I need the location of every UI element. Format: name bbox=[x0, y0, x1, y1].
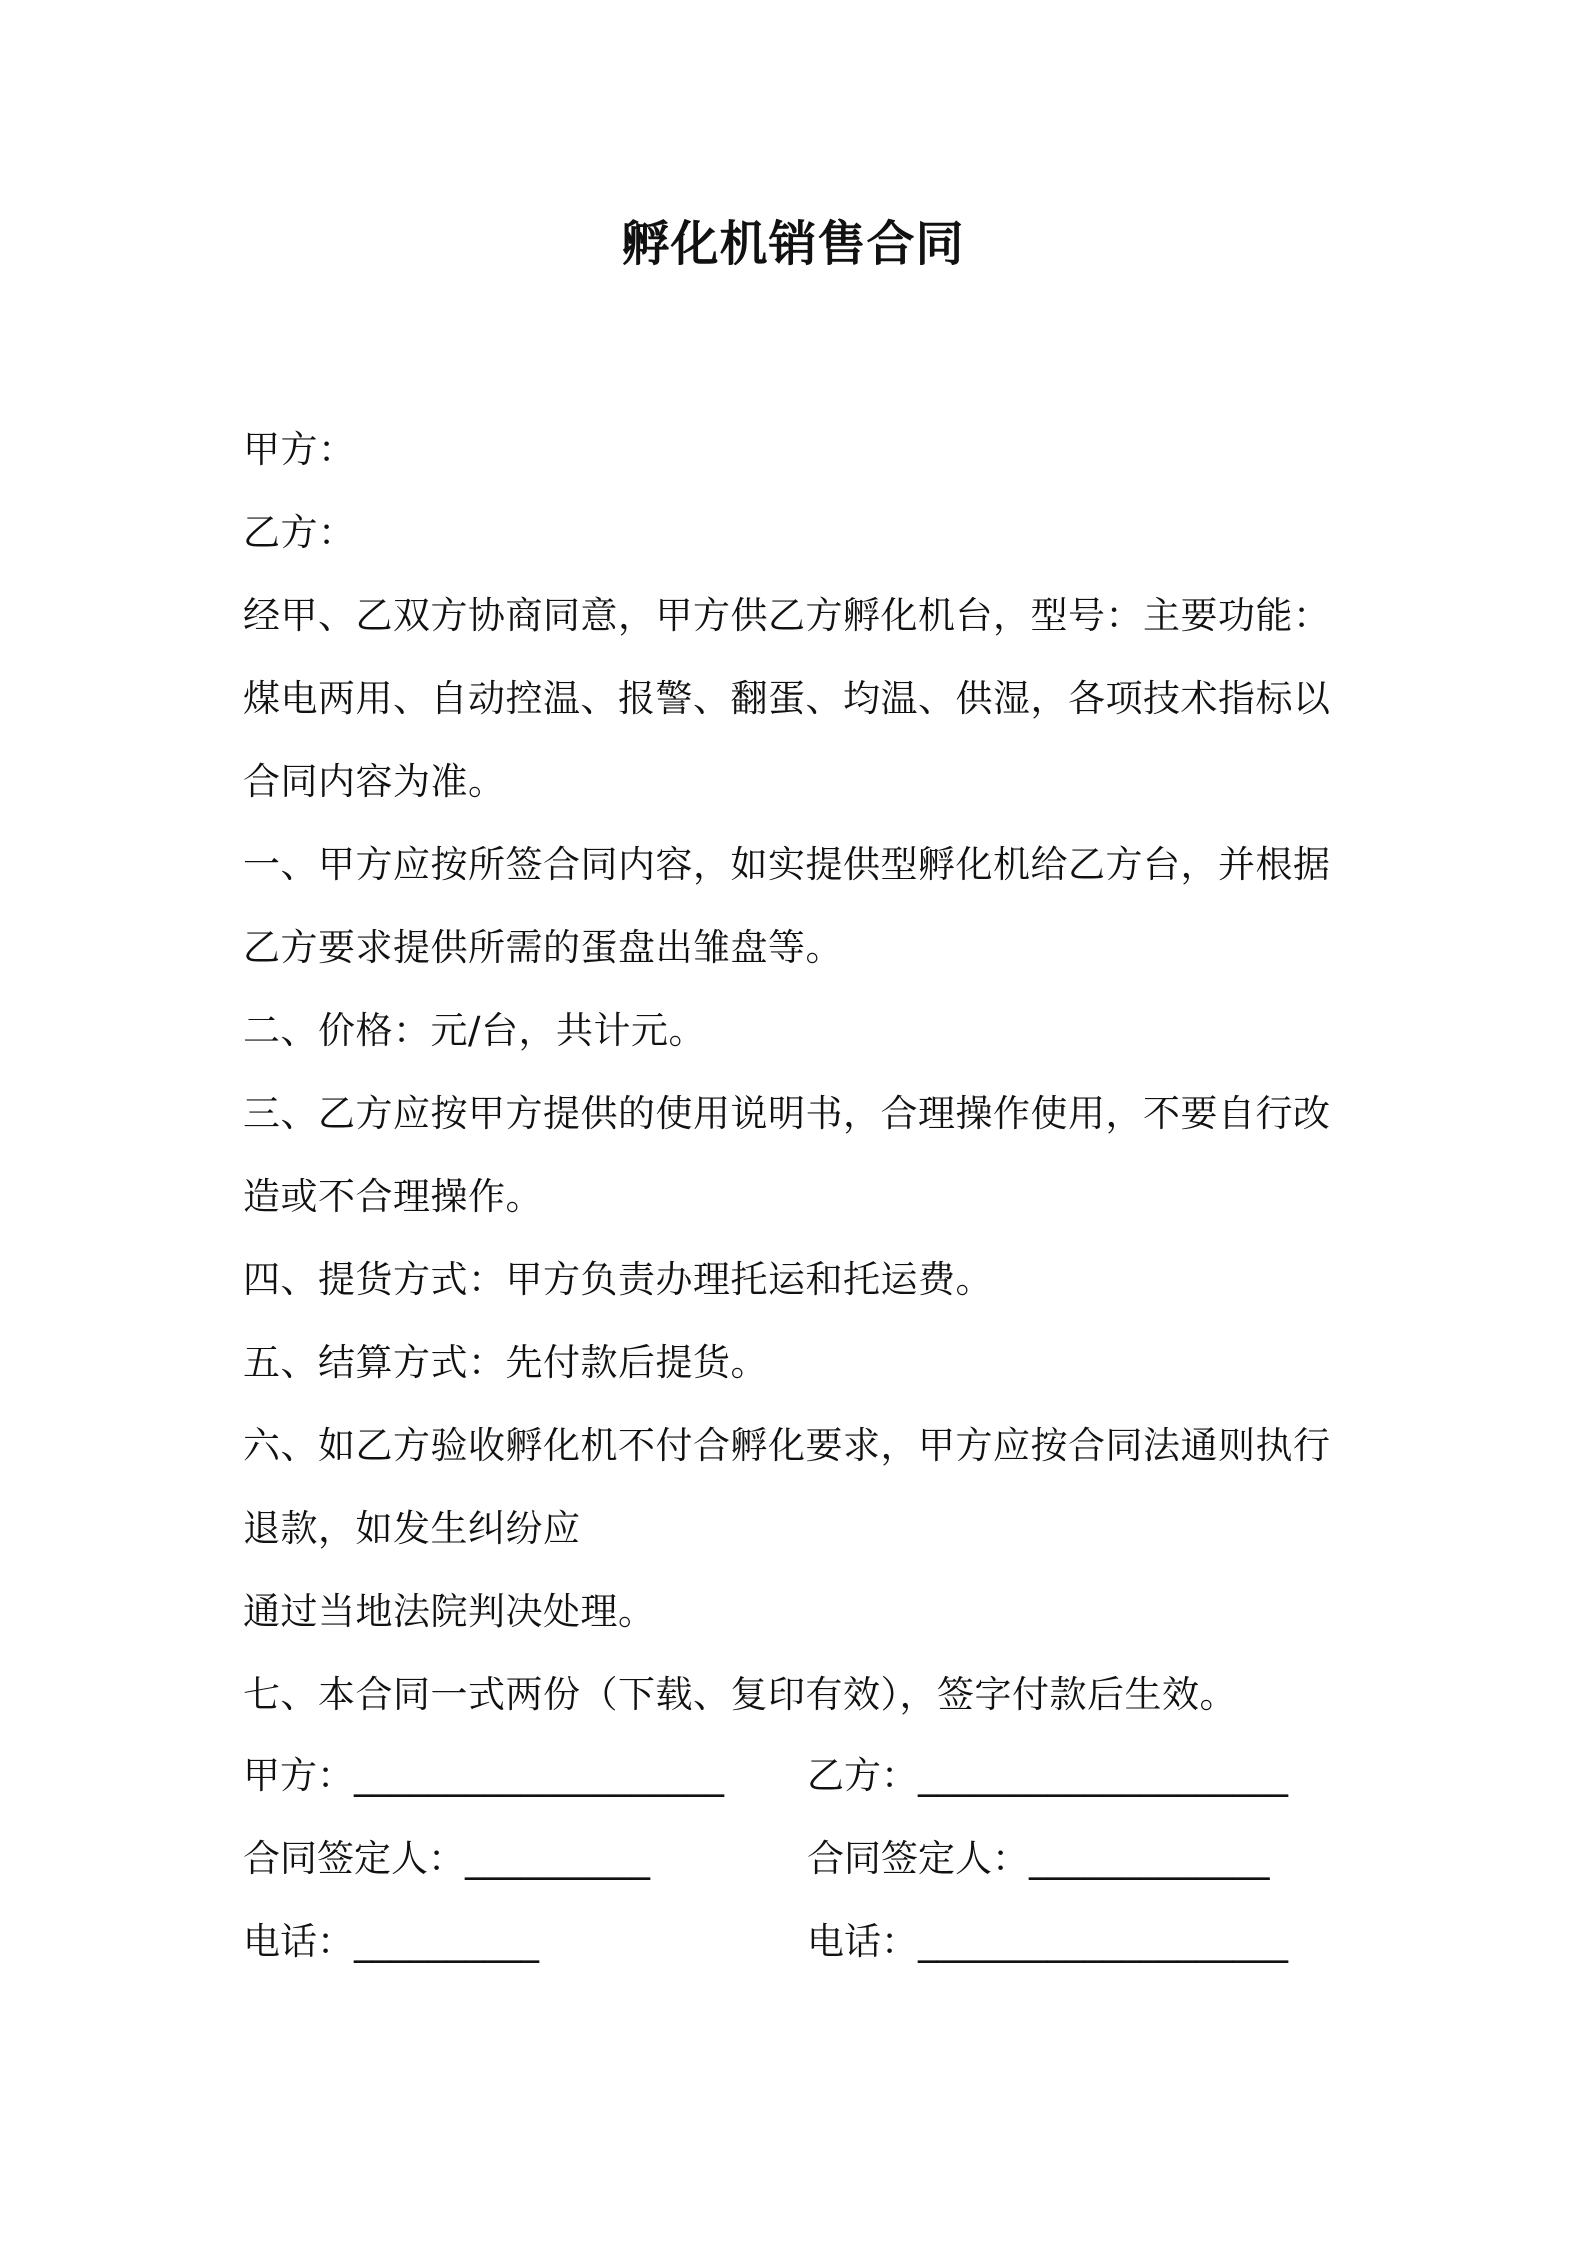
contract-body bbox=[243, 408, 1353, 1736]
clause-6: 六、如乙方验收孵化机不付合孵化要求，甲方应按合同法通则执行退款，如发生纠纷应 bbox=[243, 1424, 1331, 1550]
party-a-signatory: 合同签定人：__________ bbox=[243, 1837, 650, 1880]
party-b-phone: 电话：____________________ bbox=[807, 1920, 1288, 1963]
party-b-signature: 乙方：____________________ bbox=[807, 1754, 1288, 1797]
party-b-signatory: 合同签定人：_____________ bbox=[807, 1837, 1270, 1880]
signature-block bbox=[243, 1734, 1353, 1983]
party-a-line: 甲方： bbox=[243, 428, 356, 471]
signature-row-signatory bbox=[243, 1817, 1353, 1900]
clause-1: 一、甲方应按所签合同内容，如实提供型孵化机给乙方台，并根据乙方要求提供所需的蛋盘出雏盘等。 bbox=[243, 843, 1331, 969]
clause-4: 四、提货方式：甲方负责办理托运和托运费。 bbox=[243, 1258, 993, 1301]
signature-row-phone bbox=[243, 1900, 1353, 1983]
clause-2: 二、价格：元/台，共计元。 bbox=[243, 1009, 706, 1052]
clause-5: 五、结算方式：先付款后提货。 bbox=[243, 1341, 768, 1384]
party-b-line: 乙方： bbox=[243, 511, 356, 554]
party-a-signature: 甲方：____________________ bbox=[243, 1754, 724, 1797]
clause-6-continued: 通过当地法院判决处理。 bbox=[243, 1590, 656, 1633]
signature-row-party bbox=[243, 1734, 1353, 1817]
document-title: 孵化机销售合同 bbox=[621, 216, 965, 272]
party-a-phone: 电话：__________ bbox=[243, 1920, 539, 1963]
intro-paragraph: 经甲、乙双方协商同意，甲方供乙方孵化机台，型号：主要功能：煤电两用、自动控温、报警、翻蛋、均温、供湿，各项技术指标以合同内容为准。 bbox=[243, 594, 1331, 803]
clause-3: 三、乙方应按甲方提供的使用说明书，合理操作使用，不要自行改造或不合理操作。 bbox=[243, 1092, 1331, 1218]
clause-7: 七、本合同一式两份（下载、复印有效），签字付款后生效。 bbox=[243, 1673, 1237, 1716]
